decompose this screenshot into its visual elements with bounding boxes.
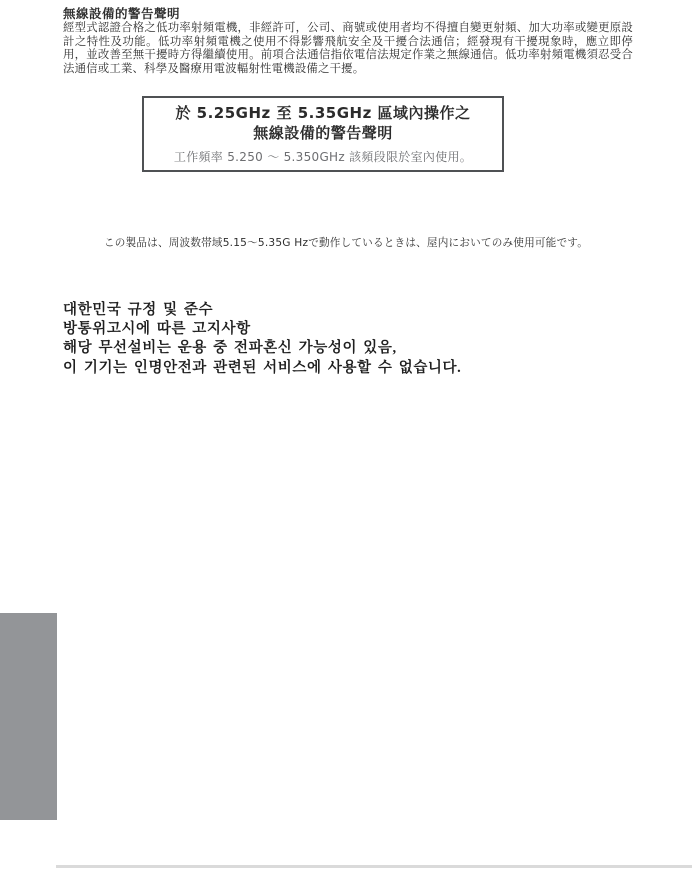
warning-box-title	[144, 104, 502, 143]
section-title: 無線設備的警告聲明	[63, 6, 181, 21]
section-body-paragraph: 經型式認證合格之低功率射頻電機，非經許可，公司、商號或使用者均不得擅自變更射頻、加大功率或變更原設計之特性及功能。低功率射頻電機之使用不得影響飛航安全及干擾合法通信；經發現有干擾現象時，應立即停用，並改善至無干擾時方得繼續使用。前項合法通信指依電信法規定作業之無線通信。低功率射頻電機須忍受合法通信或工業、科學及醫療用電波輻射性電機設備之干擾。	[63, 20, 633, 76]
chapter-tab	[0, 613, 57, 820]
korean-notice-line: 대한민국 규정 및 준수	[63, 302, 214, 318]
korean-notice-line: 해당 무선설비는 운용 중 전파혼신 가능성이 있음,	[63, 340, 397, 357]
warning-box-subtitle: 工作頻率 5.250 ～ 5.350GHz 該頻段限於室內使用。	[173, 150, 473, 164]
warning-box-title-line2: 無線設備的警告聲明	[253, 123, 393, 142]
japanese-indoor-use-notice: この製品は、周波数帯域5.15～5.35G Hzで動作しているときは、屋内においてのみ使用可能です。	[104, 237, 588, 249]
korean-notice-line: 이 기기는 인명안전과 관련된 서비스에 사용할 수 없습니다.	[63, 359, 462, 376]
korean-notice-line: 방통위고시에 따른 고지사항	[63, 321, 251, 338]
korean-regulatory-notice	[63, 301, 461, 378]
footer-rule-divider	[56, 865, 692, 868]
frequency-warning-box	[142, 96, 504, 172]
warning-box-title-line1: 於 5.25GHz 至 5.35GHz 區域內操作之	[175, 104, 471, 122]
